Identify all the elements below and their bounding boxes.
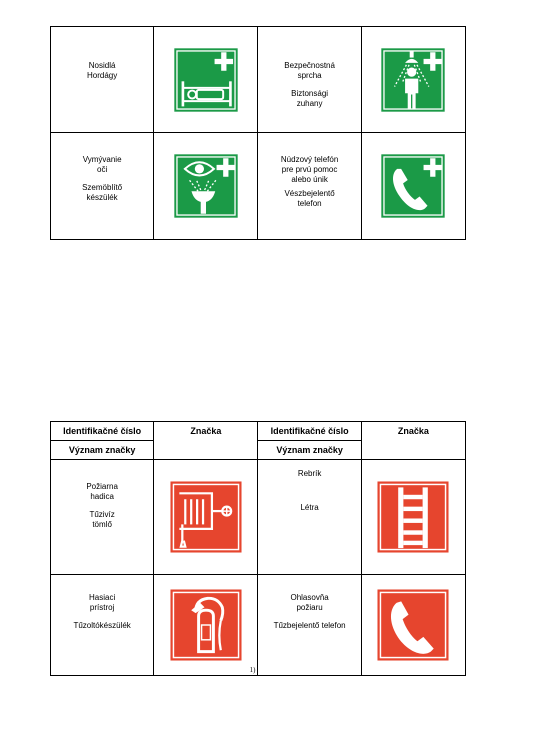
sign-description — [51, 133, 154, 240]
fire-safety-signs-table — [50, 421, 466, 676]
sign-name: Nosidlá Hordágy — [86, 61, 118, 80]
sign-cell — [361, 575, 465, 676]
sign-cell — [361, 27, 465, 133]
table-row — [51, 460, 466, 575]
sign-name: Hasiaci prístroj — [89, 593, 116, 612]
sign-cell — [154, 575, 258, 676]
sign-name: Rebrík — [297, 469, 322, 478]
sign-cell — [154, 27, 258, 133]
column-header-id: Identifikačné číslo — [258, 422, 361, 441]
sign-name: Požiarna hadica — [86, 482, 118, 501]
sign-description — [51, 460, 154, 575]
emergency-telephone-icon — [380, 153, 446, 219]
sign-description — [51, 27, 154, 133]
column-header-sign: Značka — [361, 422, 465, 460]
table-header-row — [51, 422, 466, 441]
sign-name-translation: Tűzivíz tömlő — [89, 510, 115, 529]
sign-cell — [154, 460, 258, 575]
sign-name-translation: Vészbejelentő telefon — [284, 189, 335, 208]
table-row — [51, 575, 466, 676]
sign-name: Vymývanie oči — [82, 155, 122, 174]
fire-telephone-icon — [376, 588, 450, 662]
sign-cell — [361, 133, 465, 240]
column-header-id: Identifikačné číslo — [51, 422, 154, 441]
sign-cell — [361, 460, 465, 575]
sign-name-translation: Tűzoltókészülék — [73, 621, 131, 630]
sign-name: Ohlasovňa požiaru — [290, 593, 329, 612]
table-row — [51, 27, 466, 133]
first-aid-signs-table — [50, 26, 466, 240]
ladder-icon — [376, 480, 450, 554]
sign-description — [258, 575, 361, 676]
sign-name-translation: Biztonsági zuhany — [291, 89, 329, 108]
safety-shower-icon — [380, 47, 446, 113]
column-header-meaning: Význam značky — [51, 441, 154, 460]
sign-name-translation: Szemöblítő készülék — [82, 183, 123, 202]
fire-hose-icon — [169, 480, 243, 554]
footnote: 1) — [249, 666, 256, 674]
sign-name: Núdzový telefón pre prvú pomoc alebo únik — [280, 155, 339, 184]
sign-description — [258, 460, 361, 575]
sign-description — [258, 27, 361, 133]
column-header-sign: Značka — [154, 422, 258, 460]
sign-name: Bezpečnostná sprcha — [284, 61, 335, 80]
sign-description — [51, 575, 154, 676]
sign-name-translation: Létra — [300, 503, 319, 512]
sign-description — [258, 133, 361, 240]
table-row — [51, 133, 466, 240]
sign-cell — [154, 133, 258, 240]
fire-extinguisher-icon — [169, 588, 243, 662]
stretcher-icon — [173, 47, 239, 113]
sign-name-translation: Tűzbejelentő telefon — [273, 621, 346, 630]
eye-wash-icon — [173, 153, 239, 219]
column-header-meaning: Význam značky — [258, 441, 361, 460]
